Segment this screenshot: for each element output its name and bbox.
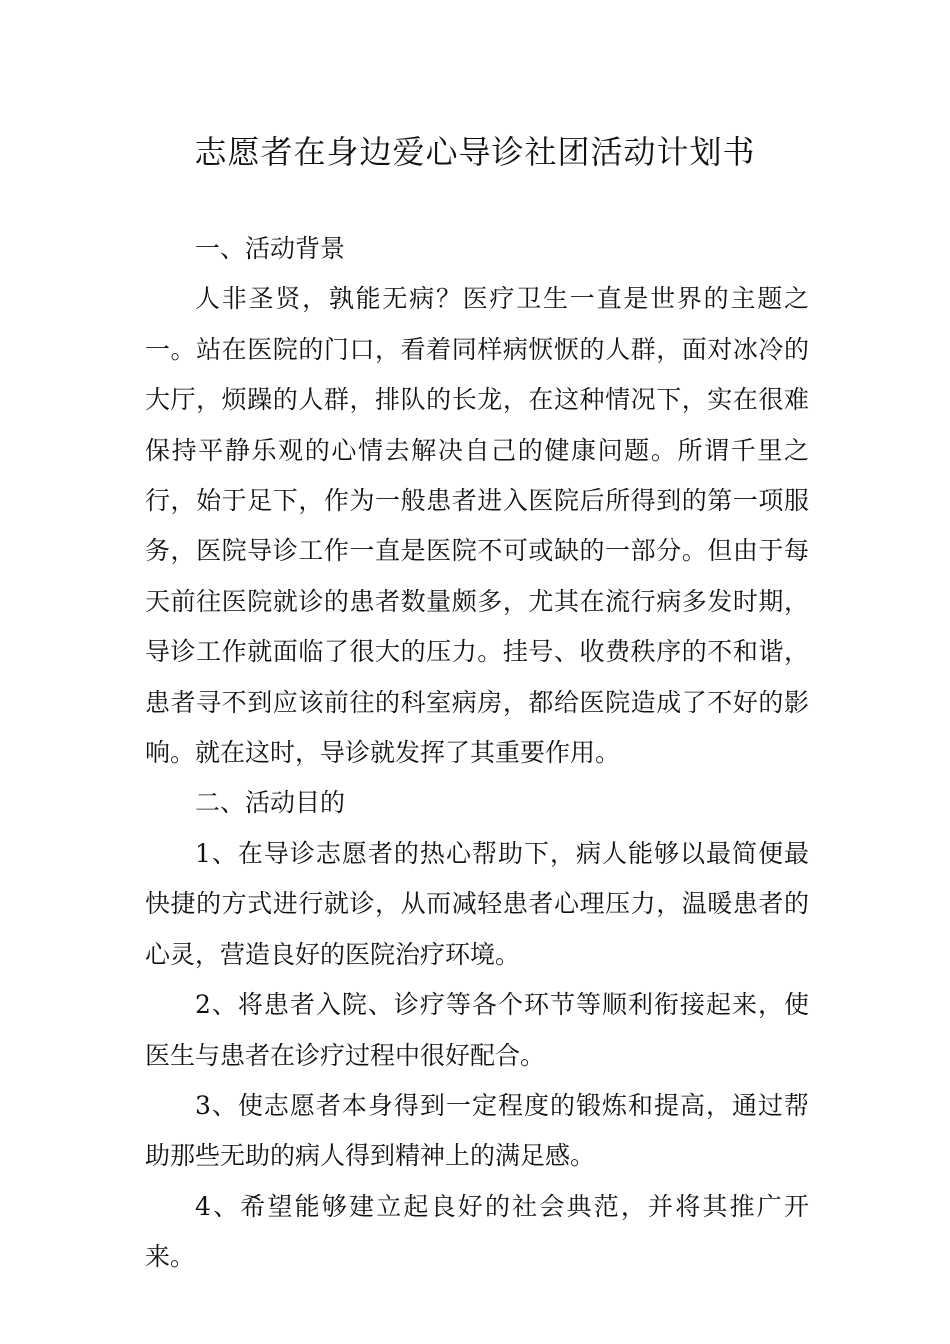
purpose-item-1: 1、在导诊志愿者的热心帮助下，病人能够以最简便最快捷的方式进行就诊，从而减轻患者心理压力，温暖患者的心灵，营造良好的医院治疗环境。 [145, 838, 809, 969]
purpose-item-3: 3、使志愿者本身得到一定程度的锻炼和提高，通过帮助那些无助的病人得到精神上的满足感。 [145, 1090, 809, 1171]
section-heading-background: 一、活动背景 [195, 234, 346, 263]
document-title: 志愿者在身边爱心导诊社团活动计划书 [194, 133, 756, 171]
purpose-item-4: 4、希望能够建立起良好的社会典范，并将其推广开来。 [145, 1191, 809, 1272]
section-heading-purpose: 二、活动目的 [195, 788, 346, 818]
document-body [145, 224, 809, 1283]
purpose-item-2: 2、将患者入院、诊疗等各个环节等顺利衔接起来，使医生与患者在诊疗过程中很好配合。 [145, 990, 809, 1070]
background-paragraph: 人非圣贤，孰能无病？医疗卫生一直是世界的主题之一。站在医院的门口，看着同样病恹恹的人群，面对冰冷的大厅，烦躁的人群，排队的长龙，在这种情况下，实在很难保持平静乐观的心情去解决自己的健康问题。所谓千里之行，始于足下，作为一般患者进入医院后所得到的第一项服务，医院导诊工作一直是医院不可或缺的一部分。但由于每天前往医院就诊的患者数量颇多，尤其在流行病多发时期，导诊工作就面临了很大的压力。挂号、收费秩序的不和谐，患者寻不到应该前往的科室病房，都给医院造成了不好的影响。就在这时，导诊就发挥了其重要作用。 [145, 284, 809, 768]
